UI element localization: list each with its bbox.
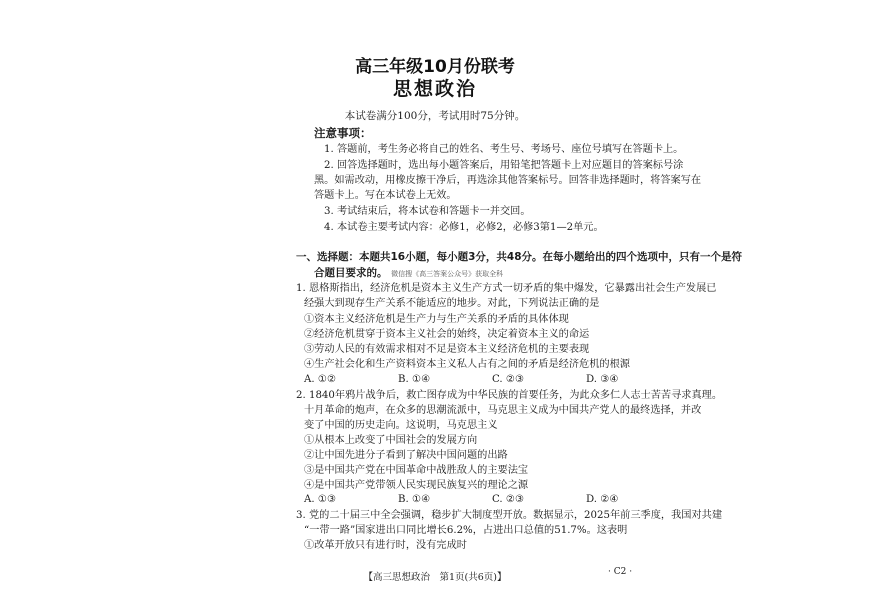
notice-heading: 注意事项： xyxy=(314,126,372,140)
notice-line: 2. 回答选择题时，选出每小题答案后，用铅笔把答题卡上对应题目的答案标号涂 xyxy=(324,160,684,171)
page-code: · C2 · xyxy=(608,567,633,577)
section-heading-line2: 合题目要求的。 xyxy=(314,267,388,279)
option-c[interactable]: C. ②③ xyxy=(492,374,525,385)
question-item: ③是中国共产党在中国革命中战胜敌人的主要法宝 xyxy=(304,465,529,476)
option-d[interactable]: D. ②④ xyxy=(586,494,619,505)
notice-line: 3. 考试结束后，将本试卷和答题卡一并交回。 xyxy=(324,206,531,217)
question-stem: 1. 恩格斯指出，经济危机是资本主义生产方式一切矛盾的集中爆发，它暴露出社会生产发展已 xyxy=(296,283,717,294)
option-b[interactable]: B. ①④ xyxy=(398,494,431,505)
question-stem: 变了中国的历史走向。这说明，马克思主义 xyxy=(304,420,498,431)
option-a[interactable]: A. ①③ xyxy=(304,494,337,505)
question-stem: 3. 党的二十届三中全会强调，稳步扩大制度型开放。数据显示，2025年前三季度，我国对共建 xyxy=(296,510,723,521)
section-heading-cont xyxy=(314,266,503,281)
watermark-note: 微信搜《高三答案公众号》获取全科 xyxy=(391,270,504,278)
page-footer: 【高三思想政治 第1页(共6页)】 xyxy=(363,572,507,583)
notice-line: 答题卡上。写在本试卷上无效。 xyxy=(314,190,457,201)
question-item: ④是中国共产党带领人民实现民族复兴的理论之源 xyxy=(304,480,529,491)
option-a[interactable]: A. ①② xyxy=(304,374,337,385)
notice-line: 1. 答题前，考生务必将自己的姓名、考生号、考场号、座位号填写在答题卡上。 xyxy=(324,144,684,155)
exam-title: 高三年级10月份联考 xyxy=(355,57,515,77)
notice-line: 黑。如需改动，用橡皮擦干净后，再选涂其他答案标号。回答非选择题时，将答案写在 xyxy=(314,175,702,186)
question-item: ①资本主义经济危机是生产力与生产关系的矛盾的具体体现 xyxy=(304,314,569,325)
question-item: ②经济危机贯穿于资本主义社会的始终，决定着资本主义的命运 xyxy=(304,329,590,340)
question-item: ④生产社会化和生产资料资本主义私人占有之间的矛盾是经济危机的根源 xyxy=(304,359,630,370)
option-c[interactable]: C. ②③ xyxy=(492,494,525,505)
question-item: ①改革开放只有进行时，没有完成时 xyxy=(304,540,467,551)
option-d[interactable]: D. ③④ xyxy=(586,374,619,385)
option-b[interactable]: B. ①④ xyxy=(398,374,431,385)
notice-line: 4. 本试卷主要考试内容：必修1，必修2，必修3第1—2单元。 xyxy=(324,222,604,233)
question-stem: “一带一路”国家进出口同比增长6.2%，占进出口总值的51.7%。这表明 xyxy=(304,525,628,536)
question-item: ③劳动人民的有效需求相对不足是资本主义经济危机的主要表现 xyxy=(304,344,590,355)
question-item: ①从根本上改变了中国社会的发展方向 xyxy=(304,435,478,446)
question-stem: 2. 1840年鸦片战争后，救亡图存成为中华民族的首要任务，为此众多仁人志士苦苦寻求真理。 xyxy=(296,390,723,401)
section-heading: 一、选择题：本题共16小题，每小题3分，共48分。在每小题给出的四个选项中，只有一个是符 xyxy=(296,251,743,263)
exam-info: 本试卷满分100分，考试用时75分钟。 xyxy=(344,110,526,122)
question-stem: 十月革命的炮声，在众多的思潮流派中，马克思主义成为中国共产党人的最终选择，并改 xyxy=(304,405,702,416)
question-item: ②让中国先进分子看到了解决中国问题的出路 xyxy=(304,450,508,461)
exam-subject: 思想政治 xyxy=(392,78,477,100)
question-stem: 经强大到现存生产关系不能适应的地步。对此，下列说法正确的是 xyxy=(304,298,600,309)
